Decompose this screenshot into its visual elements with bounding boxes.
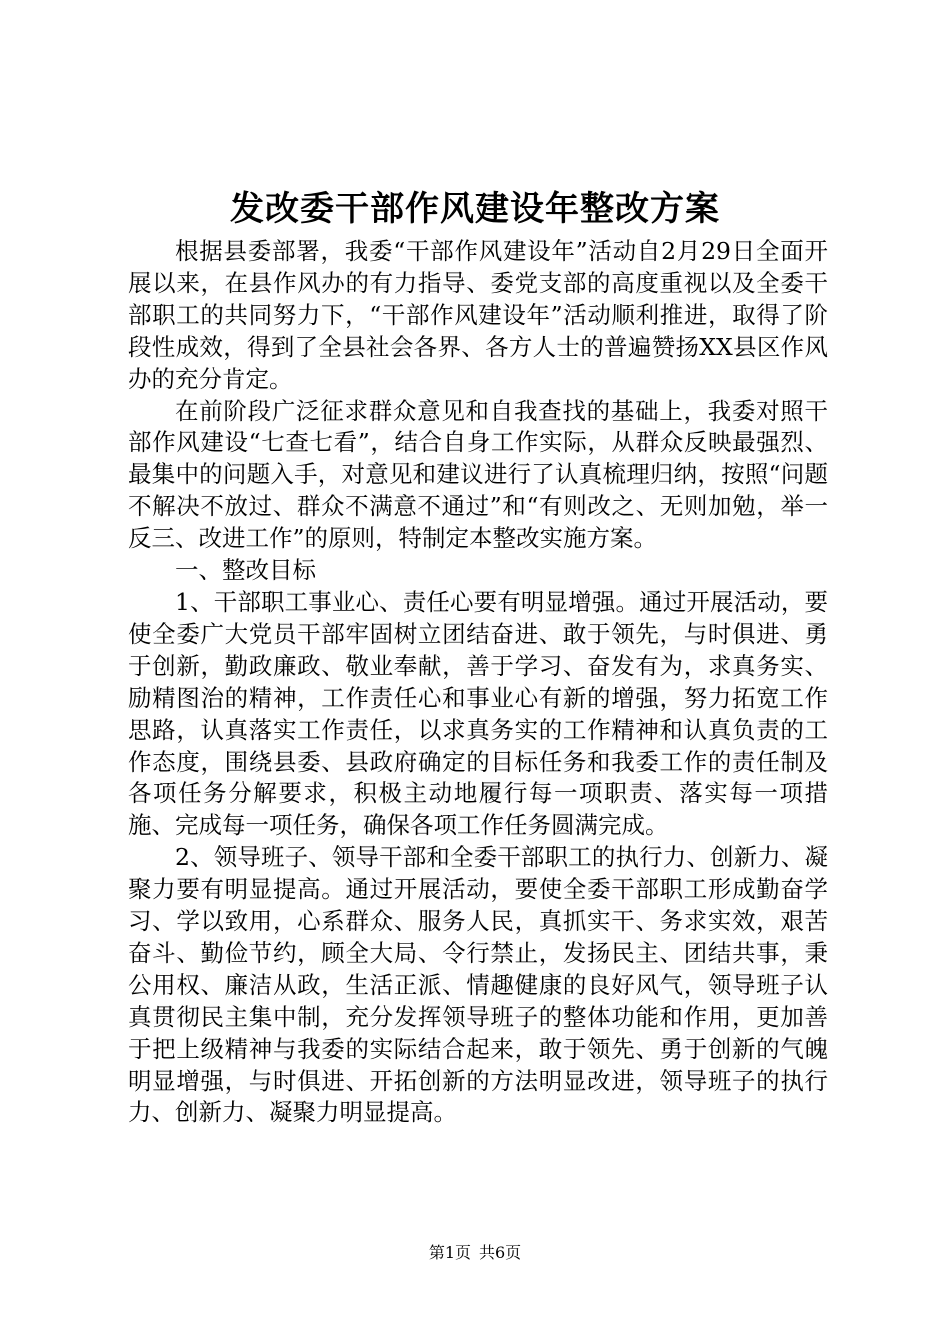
section-heading-goals: 一、整改目标 (175, 556, 316, 585)
document-title: 发改委干部作风建设年整改方案 (230, 189, 720, 229)
page-total: 共6页 (479, 1243, 522, 1262)
intro-paragraph-2: 在前阶段广泛征求群众意见和自我查找的基础上，我委对照干部作风建设“七查七看”，结合自身工作实际，从群众反映最强烈、最集中的问题入手，对意见和建议进行了认真梳理归纳，按照“问题不解决不放过、群众不满意不通过”和“有则改之、无则加勉，举一反三、改进工作”的原则，特制定本整改实施方案。 (128, 396, 828, 553)
goal-item-2: 2、领导班子、领导干部和全委干部职工的执行力、创新力、凝聚力要有明显提高。通过开展活动，要使全委干部职工形成勤奋学习、学以致用，心系群众、服务人民，真抓实干、务求实效，艰苦奋斗、勤俭节约，顾全大局、令行禁止，发扬民主、团结共事，秉公用权、廉洁从政，生活正派、情趣健康的良好风气，领导班子认真贯彻民主集中制，充分发挥领导班子的整体功能和作用，更加善于把上级精神与我委的实际结合起来，敢于领先、勇于创新的气魄明显增强，与时俱进、开拓创新的方法明显改进，领导班子的执行力、创新力、凝聚力明显提高。 (128, 843, 828, 1127)
document-body (128, 236, 828, 1129)
intro-paragraph-1: 根据县委部署，我委“干部作风建设年”活动自2月29日全面开展以来，在县作风办的有力指导、委党支部的高度重视以及全委干部职工的共同努力下，“干部作风建设年”活动顺利推进，取得了阶段性成效，得到了全县社会各界、各方人士的普遍赞扬XX县区作风办的充分肯定。 (128, 237, 828, 393)
goal-item-1: 1、干部职工事业心、责任心要有明显增强。通过开展活动，要使全委广大党员干部牢固树立团结奋进、敢于领先，与时俱进、勇于创新，勤政廉政、敬业奉献，善于学习、奋发有为，求真务实、励精图治的精神，工作责任心和事业心有新的增强，努力拓宽工作思路，认真落实工作责任，以求真务实的工作精神和认真负责的工作态度，围绕县委、县政府确定的目标任务和我委工作的责任制及各项任务分解要求，积极主动地履行每一项职责、落实每一项措施、完成每一项任务，确保各项工作任务圆满完成。 (128, 587, 828, 840)
page-number: 第1页 (428, 1243, 471, 1262)
page-footer (0, 1241, 950, 1265)
